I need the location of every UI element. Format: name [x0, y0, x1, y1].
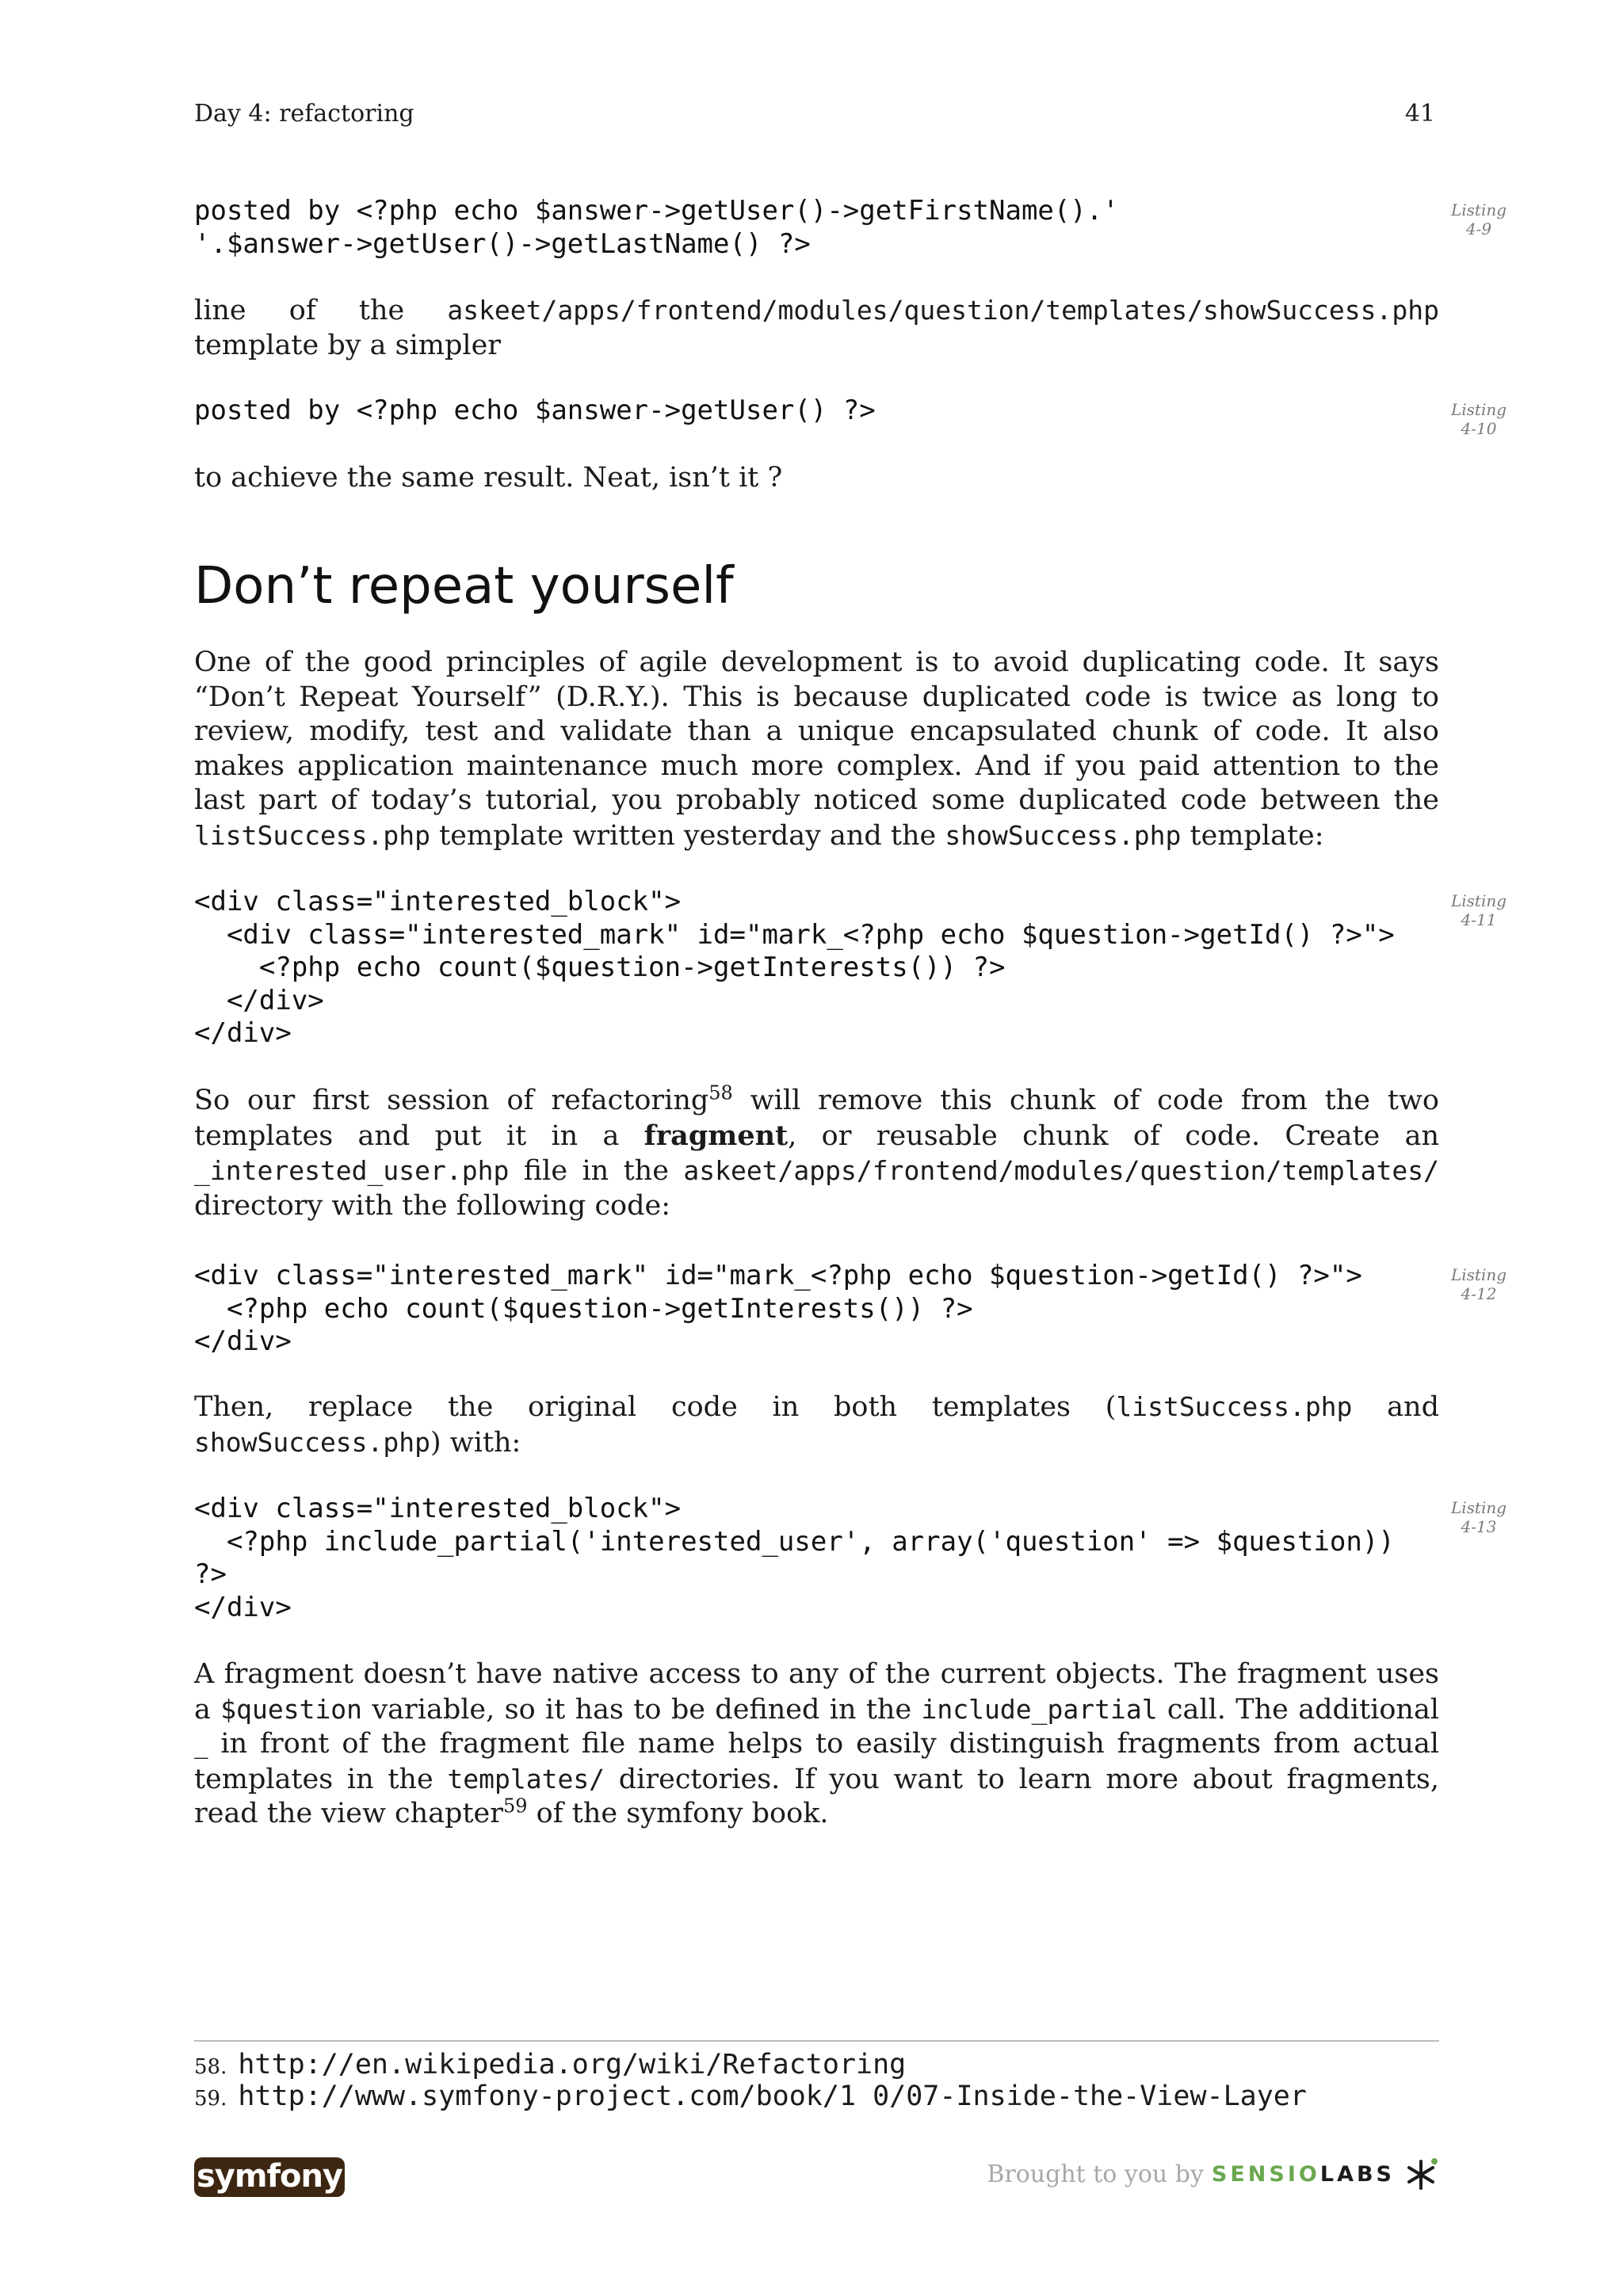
paragraph-5: Then, replace the original code in both templates (listSuccess.php and showSuccess.php) with: [194, 1391, 1439, 1459]
listing-label-4-11: Listing 4-11 [1450, 891, 1507, 929]
symfony-logo: symfony [194, 2157, 345, 2197]
footnote-link[interactable]: http://www.symfony-project.com/book/1 0/07-Inside-the-View-Layer [238, 2081, 1307, 2112]
footnote-59 [194, 2081, 1307, 2114]
listing-label-4-13: Listing 4-13 [1450, 1498, 1507, 1536]
chapter-title: Day 4: refactoring [194, 100, 414, 128]
listing-label-4-9: Listing 4-9 [1450, 200, 1507, 238]
sponsor-line [987, 2157, 1439, 2193]
footnote-divider [194, 2040, 1439, 2042]
sensiolabs-logo: SENSIOLABS [1211, 2162, 1395, 2187]
footnote-number: 59. [194, 2087, 227, 2111]
footnote-58 [194, 2050, 906, 2082]
footnote-link[interactable]: http://en.wikipedia.org/wiki/Refactoring [238, 2049, 907, 2081]
code-listing-4-12: <div class="interested_mark" id="mark_<?php echo $question->getId() ?>"> <?php echo count($question->getInterests()) ?> </div> [194, 1260, 1362, 1357]
page-number: 41 [1404, 100, 1435, 128]
footnote-ref-59[interactable]: 59 [502, 1794, 528, 1817]
paragraph-4: So our first session of refactoring$^{58}$ will remove this chunk of code from the two templates and put it in a fragment, or reusable chunk of code. Create an _interested_user.php file in the askeet/apps/frontend/modules/question/templates/ directory with the following code: [194, 1081, 1439, 1222]
paragraph-3: One of the good principles of agile development is to avoid duplicating code. It says “Don’t Repeat Yourself” (D.R.Y.). This is because duplicated code is twice as long to review, modify, test and validate than a unique encapsulated chunk of code. It also makes application maintenance much more complex. And if you paid attention to the last part of today’s tutorial, you probably noticed some duplicated code between the listSuccess.php template written yesterday and the showSuccess.php template: [194, 646, 1439, 852]
section-title: Don’t repeat yourself [194, 557, 734, 616]
paragraph-6: A fragment doesn’t have native access to any of the current objects. The fragment uses a $question variable, so it has to be defined in the include_partial call. The additional _ in front of the fragment file name helps to easily distinguish fragments from actual templates in the templates/ directories. If you want to learn more about fragments, read the view chapter$^{59}$ of the symfony book. [194, 1658, 1440, 1829]
code-listing-4-10: posted by <?php echo $answer->getUser() ?> [194, 395, 876, 426]
code-listing-4-11: <div class="interested_block"> <div class="interested_mark" id="mark_<?php echo $question->getId() ?>"> <?php echo count($question->getInterests()) ?> </div> </div> [194, 886, 1395, 1049]
paragraph-1: line of the askeet/apps/frontend/modules/question/templates/showSuccess.php template by a simpler [194, 295, 1439, 361]
code-listing-4-13: <div class="interested_block"> <?php include_partial('interested_user', array('question' => $question)) ?> </div> [194, 1493, 1395, 1623]
footnote-number: 58. [194, 2055, 227, 2079]
brought-to-you-text: Brought to you by [987, 2161, 1204, 2188]
footnote-ref-58[interactable]: 58 [708, 1081, 733, 1104]
sensiolabs-star-icon [1403, 2157, 1439, 2193]
paragraph-2: to achieve the same result. Neat, isn’t it ? [194, 462, 783, 494]
code-listing-4-9: posted by <?php echo $answer->getUser()->getFirstName().' '.$answer->getUser()->getLastName() ?> [194, 195, 1119, 260]
listing-label-4-10: Listing 4-10 [1450, 400, 1507, 438]
listing-label-4-12: Listing 4-12 [1450, 1265, 1507, 1303]
